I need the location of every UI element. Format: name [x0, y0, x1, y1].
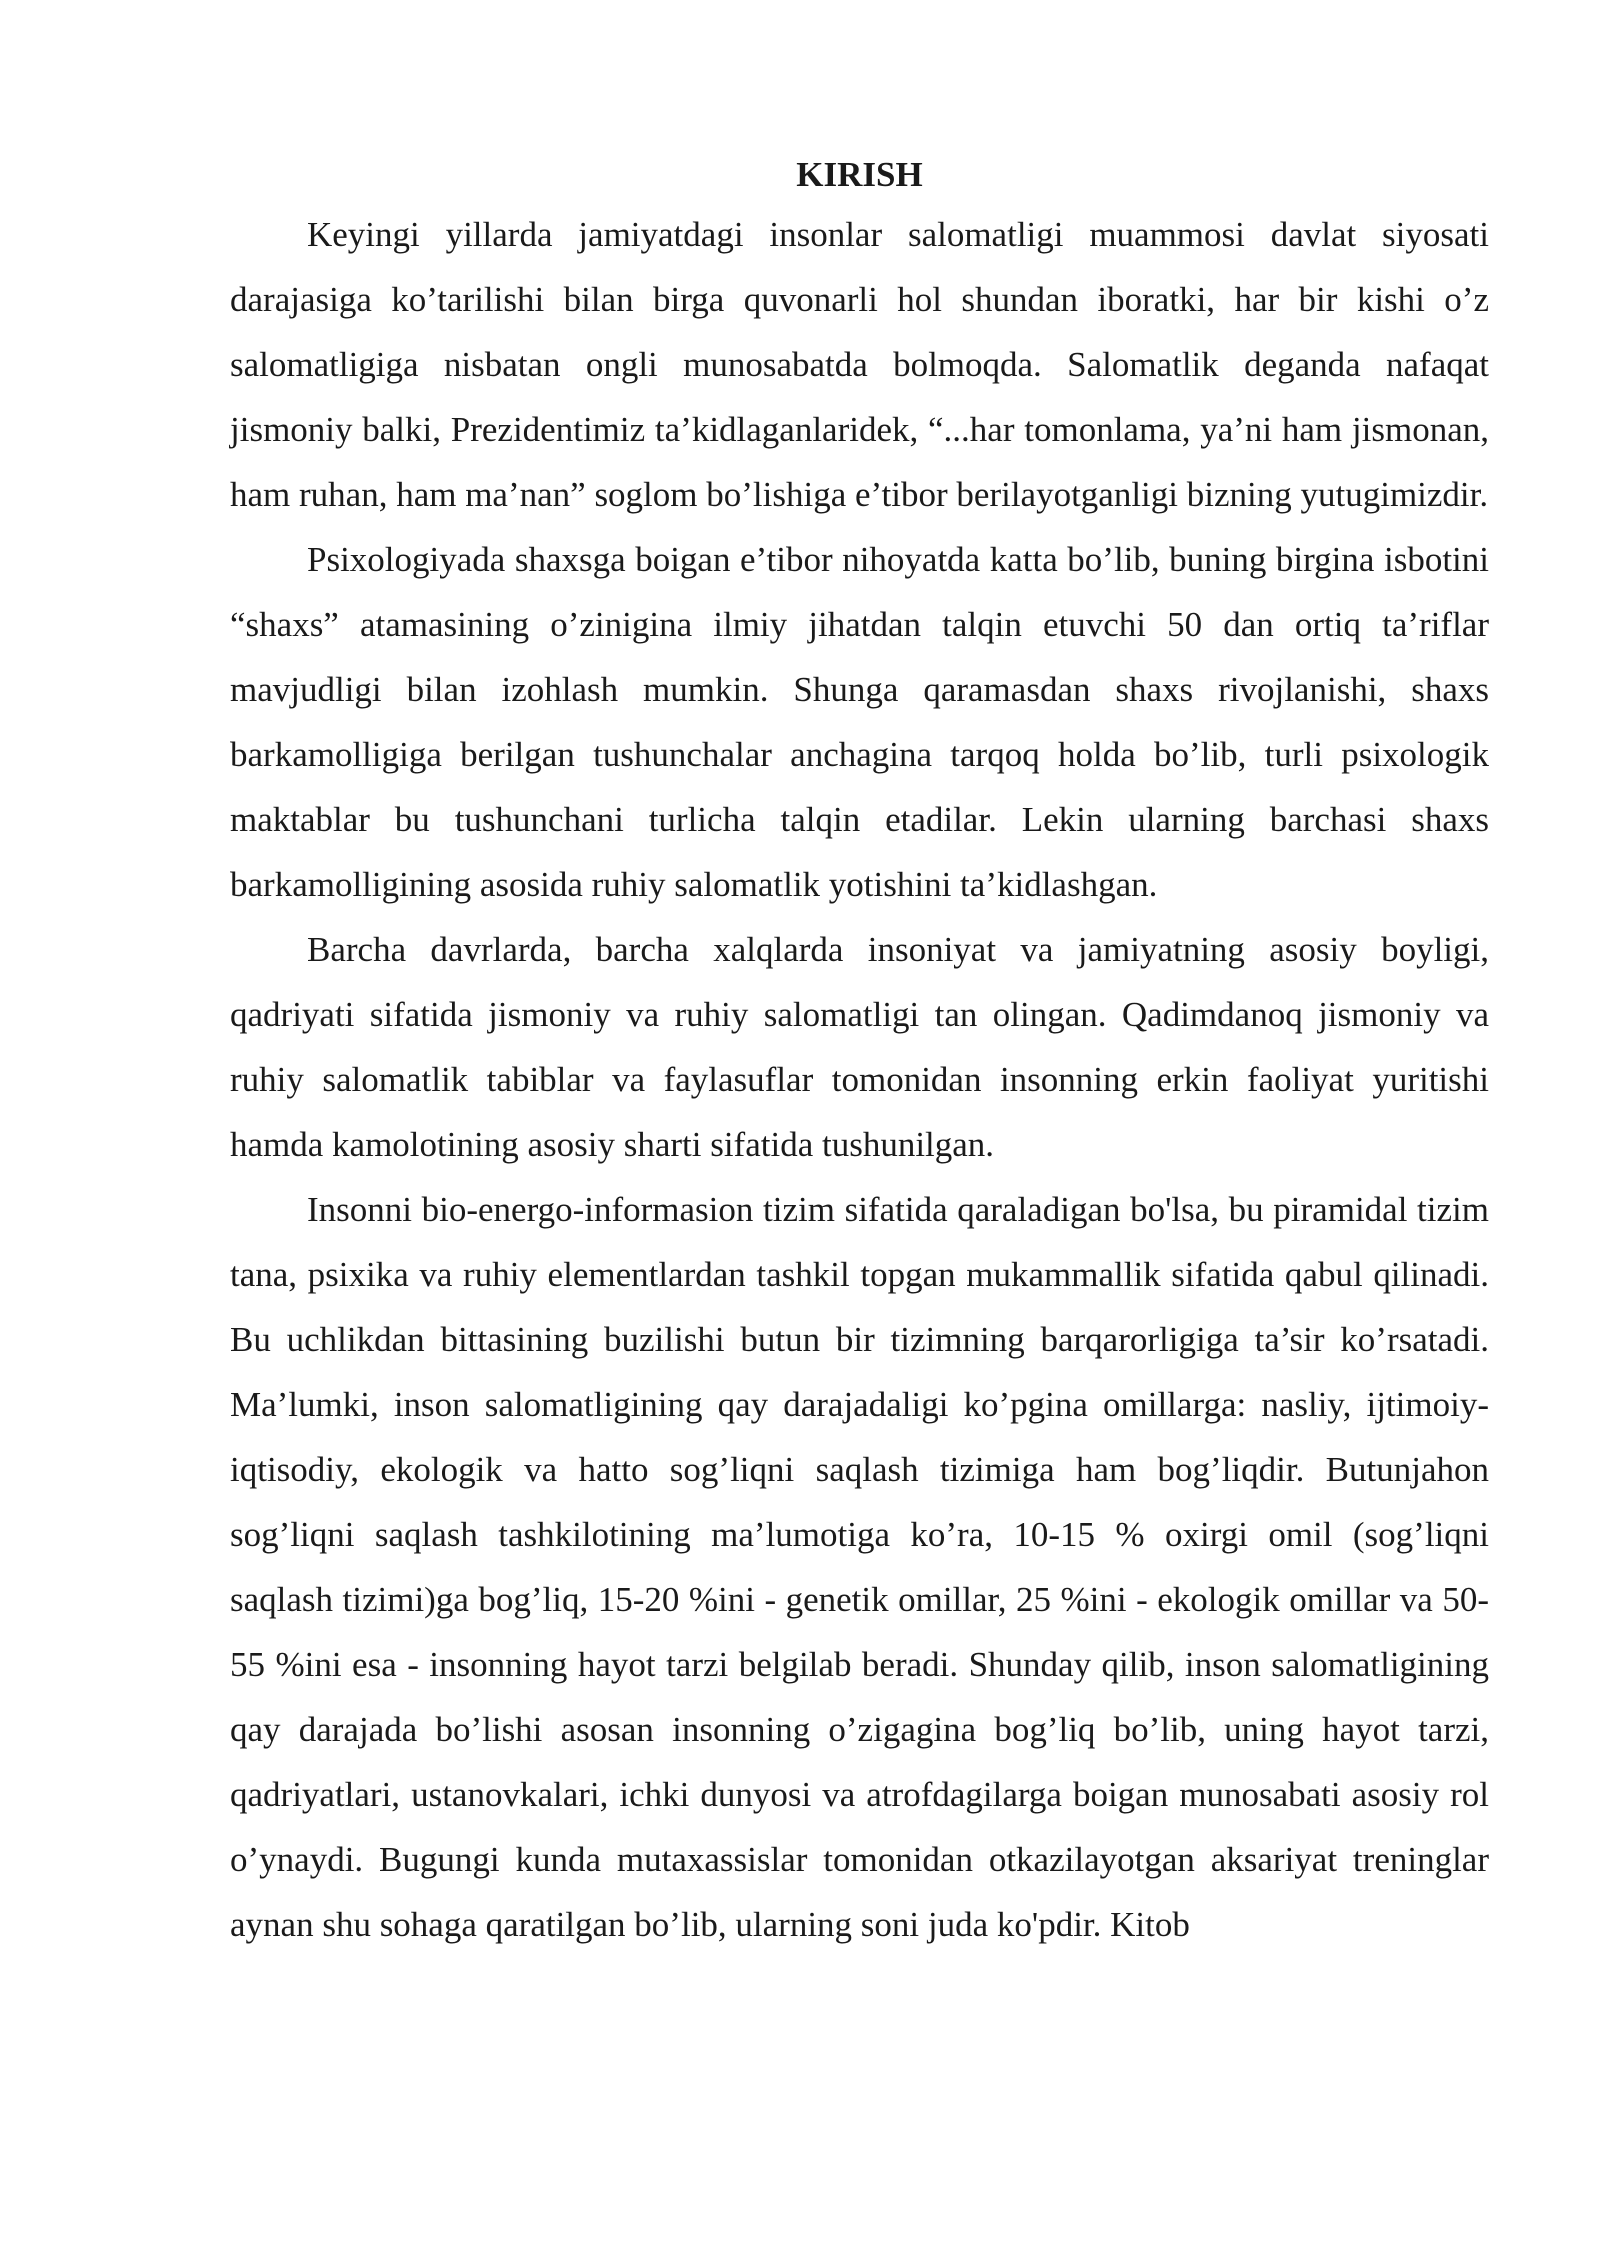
page-title: KIRISH: [796, 155, 923, 194]
paragraph-1: Keyingi yillarda jamiyatdagi insonlar salomatligi muammosi davlat siyosati darajasiga ko’tarilishi bilan birga quvonarli hol shundan iboratki, har bir kishi o’z salomatligiga nisbatan ongli munosabatda bolmoqda. Salomatlik deganda nafaqat jismoniy balki, Prezidentimiz ta’kidlaganlaridek, “...har tomonlama, ya’ni ham jismonan, ham ruhan, ham ma’nan” soglom bo’lishiga e’tibor berilayotganligi bizning yutugimizdir.: [230, 215, 1489, 514]
page-content: [230, 148, 1489, 1957]
paragraph-2: Psixologiyada shaxsga boigan e’tibor nihoyatda katta bo’lib, buning birgina isbotini “shaxs” atamasining o’zinigina ilmiy jihatdan talqin etuvchi 50 dan ortiq ta’riflar mavjudligi bilan izohlash mumkin. Shunga qaramasdan shaxs rivojlanishi, shaxs barkamolligiga berilgan tushunchalar anchagina tarqoq holda bo’lib, turli psixologik maktablar bu tushunchani turlicha talqin etadilar. Lekin ularning barchasi shaxs barkamolligining asosida ruhiy salomatlik yotishini ta’kidlashgan.: [230, 540, 1489, 904]
paragraph-3: Barcha davrlarda, barcha xalqlarda insoniyat va jamiyatning asosiy boyligi, qadriyati sifatida jismoniy va ruhiy salomatligi tan olingan. Qadimdanoq jismoniy va ruhiy salomatlik tabiblar va faylasuflar tomonidan insonning erkin faoliyat yuritishi hamda kamolotining asosiy sharti sifatida tushunilgan.: [230, 930, 1489, 1164]
paragraph-4: Insonni bio-energo-informasion tizim sifatida qaraladigan bo'lsa, bu piramidal tizim tana, psixika va ruhiy elementlardan tashkil topgan mukammallik sifatida qabul qilinadi. Bu uchlikdan bittasining buzilishi butun bir tizimning barqarorligiga ta’sir ko’rsatadi. Ma’lumki, inson salomatligining qay darajadaligi ko’pgina omillarga: nasliy, ijtimoiy-iqtisodiy, ekologik va hatto sog’liqni saqlash tizimiga ham bog’liqdir. Butunjahon sog’liqni saqlash tashkilotining ma’lumotiga ko’ra, 10-15 % oxirgi omil (sog’liqni saqlash tizimi)ga bog’liq, 15-20 %ini - genetik omillar, 25 %ini - ekologik omillar va 50-55 %ini esa - insonning hayot tarzi belgilab beradi. Shunday qilib, inson salomatligining qay darajada bo’lishi asosan insonning o’zigagina bog’liq bo’lib, uning hayot tarzi, qadriyatlari, ustanovkalari, ichki dunyosi va atrofdagilarga boigan munosabati asosiy rol o’ynaydi. Bugungi kunda mutaxassislar tomonidan otkazilayotgan aksariyat treninglar aynan shu sohaga qaratilgan bo’lib, ularning soni juda ko'pdir. Kitob: [230, 1190, 1489, 1944]
